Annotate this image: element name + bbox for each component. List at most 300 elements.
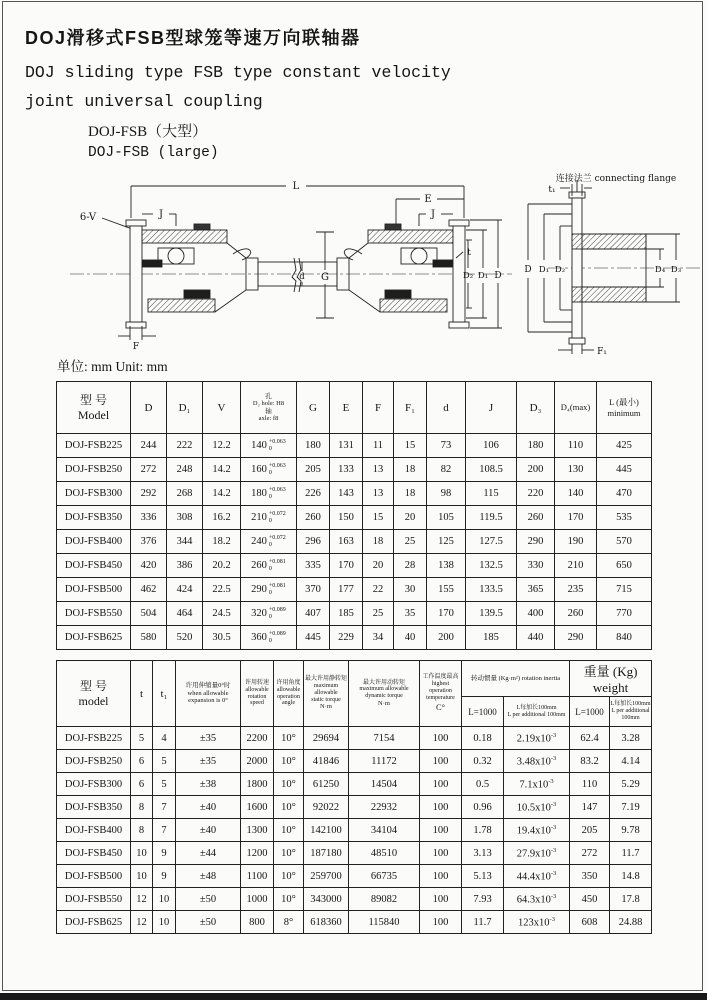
table-cell: 10° [274,773,304,796]
table-row [57,727,652,750]
sub-header-weight-additional: L每加长100mm L per additional 100mm [610,697,652,727]
table-cell: 4 [153,727,176,750]
table-cell: DOJ-FSB550 [57,602,131,626]
page-title-cn: DOJ滑移式FSB型球笼等速万向联轴器 [25,28,361,48]
table-cell: 580 [131,626,167,650]
table-cell: $10.5x10^{-3}$ [504,796,570,819]
table-cell: 180 +0.063 0 [241,482,297,506]
table-cell: 15 [363,506,394,530]
table-cell: 7.93 [462,888,504,911]
table-cell: 330 [517,554,555,578]
table-cell: 1800 [241,773,274,796]
header-row-1 [57,661,652,697]
table-cell: 5.13 [462,865,504,888]
table-cell: 29694 [304,727,349,750]
table-cell: $19.4x10^{-3}$ [504,819,570,842]
table-cell: 16.2 [203,506,241,530]
table-cell: 138 [427,554,466,578]
table-cell: 62.4 [570,727,610,750]
table-cell: 190 [555,530,597,554]
table-cell: 20 [394,506,427,530]
table-cell: 425 [597,434,652,458]
table-cell: DOJ-FSB350 [57,506,131,530]
table-cell: $123x10^{-3}$ [504,911,570,934]
table-cell: 5.29 [610,773,652,796]
table-cell: 650 [597,554,652,578]
subtitle-block [88,120,219,161]
table-cell: 260 +0.081 0 [241,554,297,578]
table-cell: 10 [131,865,153,888]
table-cell: 115840 [349,911,420,934]
table-cell: 360 +0.089 0 [241,626,297,650]
table-cell: 1.78 [462,819,504,842]
header-row [57,382,652,434]
table-cell: 15 [394,434,427,458]
table-cell: 155 [427,578,466,602]
table-cell: ±38 [176,773,241,796]
col-header-model: 型 号 Model [57,382,131,434]
table-row [57,750,652,773]
table-cell: 260 [555,602,597,626]
table-cell: 131 [330,434,363,458]
table-cell: 7154 [349,727,420,750]
table-cell: 6 [131,773,153,796]
table-cell: 200 [517,458,555,482]
table-cell: 7.19 [610,796,652,819]
table-cell: 9 [153,842,176,865]
col-header-dynamic-torque: 最大许用动转矩 maximum allowable dynamic torque N·m [349,661,420,727]
col-header-model: 型 号 model [57,661,131,727]
table-cell: 272 [131,458,167,482]
col-header-E: E [330,382,363,434]
table-cell: 41846 [304,750,349,773]
table-cell: $3.48x10^{-3}$ [504,750,570,773]
table-cell: 130 [555,458,597,482]
table-cell: 320 +0.089 0 [241,602,297,626]
table-cell: 143 [330,482,363,506]
table-cell: $64.3x10^{-3}$ [504,888,570,911]
table-cell: 14504 [349,773,420,796]
table-row [57,796,652,819]
table-cell: 14.2 [203,482,241,506]
table-cell: 92022 [304,796,349,819]
table-cell: 535 [597,506,652,530]
table-cell: 115 [466,482,517,506]
table-cell: 40 [394,626,427,650]
table-cell: 10 [131,842,153,865]
table-cell: 205 [570,819,610,842]
table-cell: 10° [274,842,304,865]
table-cell: 8 [131,796,153,819]
col-header-D3: D₃ [517,382,555,434]
dim-label-D2-flange: D₂ [554,265,566,275]
table-cell: 24.5 [203,602,241,626]
table-row [57,458,652,482]
table-cell: 450 [570,888,610,911]
table-cell: 840 [597,626,652,650]
table-cell: 110 [555,434,597,458]
table-cell: DOJ-FSB450 [57,842,131,865]
table-cell: 106 [466,434,517,458]
page-bottom-edge [0,993,707,1000]
table-cell: 187180 [304,842,349,865]
table-cell: 185 [466,626,517,650]
table-cell: 336 [131,506,167,530]
table-cell: 11.7 [610,842,652,865]
table-cell: 10° [274,750,304,773]
table-row [57,554,652,578]
table-cell: 222 [167,434,203,458]
table-cell: 100 [420,727,462,750]
dim-label-t: t [467,248,471,258]
table-cell: 140 [555,482,597,506]
table-cell: DOJ-FSB625 [57,911,131,934]
table-cell: 133 [330,458,363,482]
table-cell: ±35 [176,727,241,750]
table-cell: 10 [153,888,176,911]
table-cell: 470 [597,482,652,506]
table-cell: DOJ-FSB500 [57,578,131,602]
dimensions-table [56,381,652,650]
table-cell: 445 [297,626,330,650]
table-cell: 100 [420,888,462,911]
table-cell: 10 [153,911,176,934]
table-cell: 160 +0.063 0 [241,458,297,482]
table-cell: 464 [167,602,203,626]
table-cell: 8° [274,911,304,934]
col-header-rotation-speed: 许用转速 allowable rotation speed [241,661,274,727]
table-cell: 210 +0.072 0 [241,506,297,530]
table-row [57,819,652,842]
table-cell: DOJ-FSB400 [57,530,131,554]
table-cell: 3.13 [462,842,504,865]
table-cell: 18 [394,482,427,506]
table-cell: 570 [597,530,652,554]
table-cell: 7 [153,796,176,819]
table-cell: 0.32 [462,750,504,773]
table-cell: 5 [153,750,176,773]
table-cell: 170 [330,554,363,578]
table-cell: 100 [420,773,462,796]
table-cell: 0.96 [462,796,504,819]
dim-label-F: F [132,342,140,352]
table-cell: ±40 [176,796,241,819]
table-cell: DOJ-FSB300 [57,482,131,506]
table-cell: 139.5 [466,602,517,626]
table-cell: 290 [555,626,597,650]
table-cell: 14.8 [610,865,652,888]
table-cell: 110 [570,773,610,796]
table-cell: 440 [517,626,555,650]
table-cell: 6 [131,750,153,773]
table-cell: 1100 [241,865,274,888]
table-cell: 9.78 [610,819,652,842]
table-cell: 290 +0.081 0 [241,578,297,602]
table-cell: 100 [420,819,462,842]
table-row [57,530,652,554]
table-cell: 200 [427,626,466,650]
table-cell: 272 [570,842,610,865]
table-cell: DOJ-FSB450 [57,554,131,578]
col-header-D1: D₁ [167,382,203,434]
col-header-D: D [131,382,167,434]
table-cell: 11.7 [462,911,504,934]
page-title-en-line1: DOJ sliding type FSB type constant velocity [25,63,451,82]
dim-label-6V: 6-V [79,212,97,223]
table-cell: 2200 [241,727,274,750]
unit-label: 单位: mm Unit: mm [57,359,168,374]
table-cell: 9 [153,865,176,888]
table-cell: 12 [131,911,153,934]
table-cell: 127.5 [466,530,517,554]
table-cell: 350 [570,865,610,888]
table-cell: $2.19x10^{-3}$ [504,727,570,750]
table-cell: 66735 [349,865,420,888]
table-cell: 18 [363,530,394,554]
table-cell: 150 [330,506,363,530]
table-cell: 210 [555,554,597,578]
table-cell: 1600 [241,796,274,819]
table-cell: 335 [297,554,330,578]
table-cell: 89082 [349,888,420,911]
table-cell: 608 [570,911,610,934]
table-cell: DOJ-FSB550 [57,888,131,911]
table-cell: ±50 [176,911,241,934]
table-cell: 7 [153,819,176,842]
performance-table [56,660,652,934]
table-cell: 1000 [241,888,274,911]
table-cell: 365 [517,578,555,602]
table-cell: DOJ-FSB250 [57,458,131,482]
table-cell: 14.2 [203,458,241,482]
table-cell: 73 [427,434,466,458]
table-cell: 83.2 [570,750,610,773]
table-cell: 407 [297,602,330,626]
table-cell: 260 [297,506,330,530]
dim-label-d: d [299,272,305,282]
table-cell: 205 [297,458,330,482]
table-cell: 170 [555,506,597,530]
table-cell: 100 [420,750,462,773]
table-cell: 17.8 [610,888,652,911]
col-header-F1: F₁ [394,382,427,434]
table-cell: 240 +0.072 0 [241,530,297,554]
table-cell: 30.5 [203,626,241,650]
table-cell: 11172 [349,750,420,773]
table-cell: DOJ-FSB225 [57,727,131,750]
table-cell: 132.5 [466,554,517,578]
table-cell: 420 [131,554,167,578]
table-cell: DOJ-FSB300 [57,773,131,796]
dim-label-D-flange: D [524,265,532,275]
table-cell: 800 [241,911,274,934]
table-cell: 462 [131,578,167,602]
table-cell: DOJ-FSB400 [57,819,131,842]
col-header-d: d [427,382,466,434]
table-cell: 2000 [241,750,274,773]
table-cell: 386 [167,554,203,578]
table-cell: 3.28 [610,727,652,750]
table-cell: 24.88 [610,911,652,934]
title-block [25,24,451,116]
table-cell: 177 [330,578,363,602]
table-cell: 20 [363,554,394,578]
table-cell: 22932 [349,796,420,819]
table-cell: 22.5 [203,578,241,602]
table-cell: 25 [363,602,394,626]
dim-label-D1-main: D₁ [477,271,489,281]
table-cell: 292 [131,482,167,506]
table-row [57,773,652,796]
table-cell: 180 [297,434,330,458]
table-cell: ±50 [176,888,241,911]
table-cell: 5 [153,773,176,796]
table-cell: 10° [274,888,304,911]
table-cell: $7.1x10^{-3}$ [504,773,570,796]
table-cell: 13 [363,482,394,506]
table-cell: 4.14 [610,750,652,773]
drawing-labels [80,172,681,357]
table-cell: 248 [167,458,203,482]
table-cell: ±40 [176,819,241,842]
table-cell: 125 [427,530,466,554]
group-header-weight: 重量 (Kg) weight [570,661,652,697]
table-cell: 296 [297,530,330,554]
table-cell: 18 [394,458,427,482]
col-header-temperature: 工作温度最高 highest operation temperature C° [420,661,462,727]
table-cell: 715 [597,578,652,602]
dim-label-D4-flange: D₄ [654,265,666,275]
table-cell: 8 [131,819,153,842]
table-cell: 220 [517,482,555,506]
table-cell: 376 [131,530,167,554]
table-cell: 100 [420,842,462,865]
table-row [57,911,652,934]
dim-label-J-left: J [158,209,164,220]
table-cell: 10° [274,865,304,888]
group-header-inertia: 转动惯量 (Kg·m²) rotation inertia [462,661,570,697]
subtitle-cn: DOJ-FSB（大型） [88,124,208,140]
table-cell: 260 [517,506,555,530]
table-cell: 35 [394,602,427,626]
dim-label-t1: t₁ [548,185,556,195]
table-cell: 0.18 [462,727,504,750]
table-cell: 98 [427,482,466,506]
table-cell: ±35 [176,750,241,773]
table-cell: 424 [167,578,203,602]
table-row [57,626,652,650]
flange-view-caption: 连接法兰 connecting flange [555,174,677,184]
table-row [57,578,652,602]
table-cell: 170 [427,602,466,626]
table-cell: 34104 [349,819,420,842]
dim-label-L: L [292,181,300,192]
col-header-t1: t₁ [153,661,176,727]
table-cell: 268 [167,482,203,506]
table-cell: 22 [363,578,394,602]
table-row [57,482,652,506]
table-cell: DOJ-FSB625 [57,626,131,650]
table-cell: 12 [131,888,153,911]
table-cell: 10° [274,796,304,819]
table-cell: 147 [570,796,610,819]
dim-label-D1-flange: D₁ [538,265,550,275]
table-cell: 5 [131,727,153,750]
table-cell: 1300 [241,819,274,842]
dim-label-D-main: D [494,271,502,281]
table-row [57,434,652,458]
dim-label-D3-flange: D₃ [670,265,682,275]
col-header-static-torque: 最大许用静转矩 maximum allowable static torque N·m [304,661,349,727]
col-header-J: J [466,382,517,434]
dim-label-D2-main: D₂ [462,271,474,281]
page-title-en-line2: joint universal coupling [25,92,263,111]
col-header-Lmin: L (最小) minimum [597,382,652,434]
table-cell: 370 [297,578,330,602]
table-cell: 400 [517,602,555,626]
table-cell: 13 [363,458,394,482]
col-header-operation-angle: 许用角度 allowable operation angle [274,661,304,727]
subtitle-en: DOJ-FSB (large) [88,145,219,161]
table-cell: 10° [274,819,304,842]
table-cell: 34 [363,626,394,650]
table-row [57,506,652,530]
table-cell: 10° [274,727,304,750]
table-row [57,888,652,911]
table-cell: 229 [330,626,363,650]
table-row [57,602,652,626]
table-cell: 290 [517,530,555,554]
table-cell: 344 [167,530,203,554]
table-cell: 82 [427,458,466,482]
table-cell: 235 [555,578,597,602]
table-cell: 520 [167,626,203,650]
table-cell: DOJ-FSB350 [57,796,131,819]
table-cell: 119.5 [466,506,517,530]
col-header-t: t [131,661,153,727]
table-row [57,865,652,888]
table-cell: 185 [330,602,363,626]
table-cell: 11 [363,434,394,458]
table-cell: 12.2 [203,434,241,458]
technical-drawing [0,168,707,373]
table-cell: DOJ-FSB225 [57,434,131,458]
table-cell: 140 +0.063 0 [241,434,297,458]
table-cell: 226 [297,482,330,506]
table-cell: ±48 [176,865,241,888]
col-header-D2: 孔 D₂ hole: H8 轴 axle: f8 [241,382,297,434]
sub-header-inertia-additional: L每加长100mm L per additional 100mm [504,697,570,727]
table-cell: 244 [131,434,167,458]
table-cell: 445 [597,458,652,482]
table-cell: 504 [131,602,167,626]
table-row [57,842,652,865]
col-header-expansion: 许用伸缩量0°时 when allowable expansion is 0° [176,661,241,727]
table-cell: 20.2 [203,554,241,578]
table-cell: 100 [420,865,462,888]
table-cell: 0.5 [462,773,504,796]
table-cell: 770 [597,602,652,626]
table-cell: 48510 [349,842,420,865]
table-cell: 142100 [304,819,349,842]
table-cell: 25 [394,530,427,554]
main-assembly-view [70,186,512,340]
sub-header-inertia-L1000: L=1000 [462,697,504,727]
table-cell: 618360 [304,911,349,934]
table-cell: $27.9x10^{-3}$ [504,842,570,865]
table-cell: 1200 [241,842,274,865]
table-cell: 259700 [304,865,349,888]
